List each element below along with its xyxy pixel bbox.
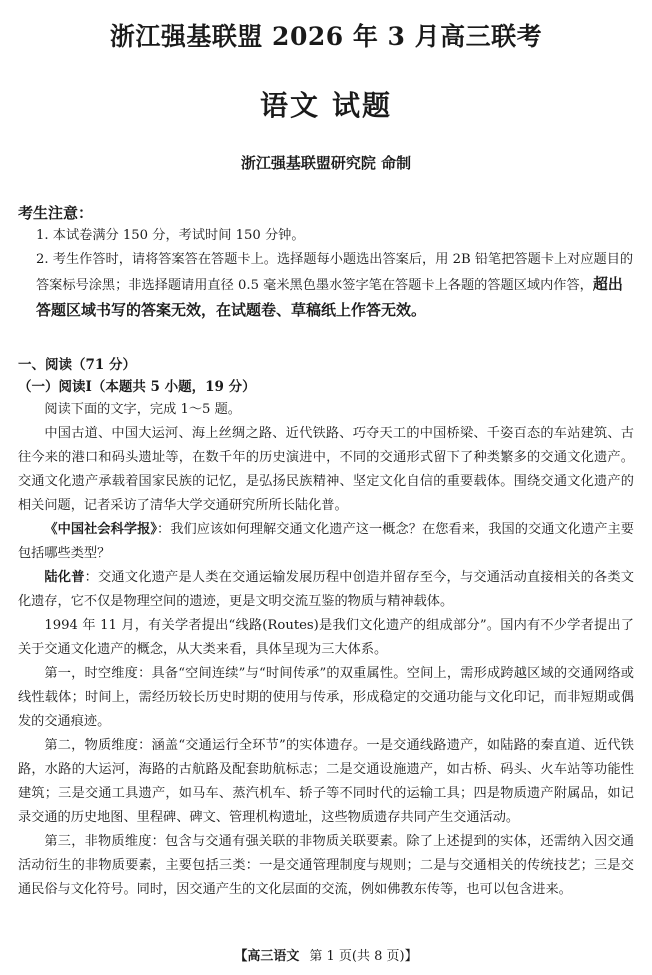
interview-answer — [18, 566, 634, 614]
interview-question — [18, 518, 634, 566]
subject-name: 语文 — [259, 89, 320, 122]
paragraph-3: 第一，时空维度：具备“空间连续”与“时间传承”的双重属性。空间上，需形成跨越区域的交通网络或线性载体；时间上，需经历较长历史时期的使用与传承，形成稳定的交通功能与文化印记，而非短期或偶发的交通痕迹。 — [18, 666, 634, 729]
paragraph-4: 第二，物质维度：涵盖“交通运行全环节”的实体遗存。一是交通线路遗产，如陆路的秦直道、近代铁路，水路的大运河，海路的古航路及配套助航标志；二是交通设施遗产，如古桥、码头、火车站等功能性建筑；三是交通工具遗产，如马车、蒸汽机车、轿子等不同时代的运输工具；四是物质遗产附属品，如记录交通的历史地图、里程碑、碑文、管理机构遗址，这些物质遗存共同产生交通活动。 — [18, 738, 634, 825]
paragraph-5: 第三，非物质维度：包含与交通有强关联的非物质关联要素。除了上述提到的实体，还需纳入因交通活动衍生的非物质要素，主要包括三类：一是交通管理制度与规则；二是与交通相关的传统技艺；三是交通民俗与文化符号。同时，因交通产生的文化层面的交流，例如佛教东传等，也可以包含进来。 — [18, 834, 634, 897]
question-text: ：我们应该如何理解交通文化遗产这一概念？在您看来，我国的交通文化遗产主要包括哪些类型？ — [18, 522, 634, 561]
answer-speaker: 陆化普 — [44, 570, 85, 585]
notice-item-2-text: 2. 考生作答时，请将答案答在答题卡上。选择题每小题选出答案后，用 2B 铅笔把答题卡上对应题目的答案标号涂黑；非选择题请用直径 0.5 毫米黑色墨水签字笔在答题卡上各题的答题区域内作答， — [36, 252, 634, 293]
notice-item-1: 1. 本试卷满分 150 分，考试时间 150 分钟。 — [36, 228, 305, 243]
notice-item-2-emphasis: 超出答题区域书写的答案无效，在试题卷、草稿纸上作答无效。 — [36, 275, 623, 319]
paragraph-2: 1994 年 11 月，有关学者提出“线路(Routes)是我们文化遗产的组成部分”。国内有不少学者提出了关于交通文化遗产的概念，从大类来看，具体呈现为三大体系。 — [18, 618, 634, 657]
footer-label: 【高三语文 — [234, 949, 300, 964]
subject-suffix: 试题 — [332, 89, 393, 122]
subsection-heading: （一）阅读Ⅰ（本题共 5 小题，19 分） — [18, 379, 256, 395]
exam-title: 浙江强基联盟 2026 年 3 月高三联考 — [109, 22, 543, 51]
subject-title — [18, 88, 634, 124]
reading-instruction: 阅读下面的文字，完成 1～5 题。 — [44, 402, 241, 417]
notice-item-2 — [18, 248, 634, 324]
footer-page-number: 第 1 页(共 8 页)】 — [309, 949, 418, 964]
question-speaker: 《中国社会科学报》 — [44, 522, 158, 537]
paragraph-1: 中国古道、中国大运河、海上丝绸之路、近代铁路、巧夺天工的中国桥梁、千姿百态的车站建筑、古往今来的港口和码头遗址等，在数千年的历史演进中，不同的交通形式留下了种类繁多的交通文化遗产。交通文化遗产承载着国家民族的记忆，是弘扬民族精神、坚定文化自信的重要载体。围绕交通文化遗产的相关问题，记者采访了清华大学交通研究所所长陆化普。 — [18, 426, 634, 513]
maker-line: 浙江强基联盟研究院 命制 — [240, 154, 412, 172]
page-footer — [0, 947, 652, 967]
notice-heading: 考生注意： — [18, 204, 94, 222]
answer-text: ：交通文化遗产是人类在交通运输发展历程中创造并留存至今，与交通活动直接相关的各类文化遗存，它不仅是物理空间的遗迹，更是文明交流互鉴的物质与精神载体。 — [18, 570, 634, 609]
section-heading: 一、阅读（71 分） — [18, 357, 136, 373]
